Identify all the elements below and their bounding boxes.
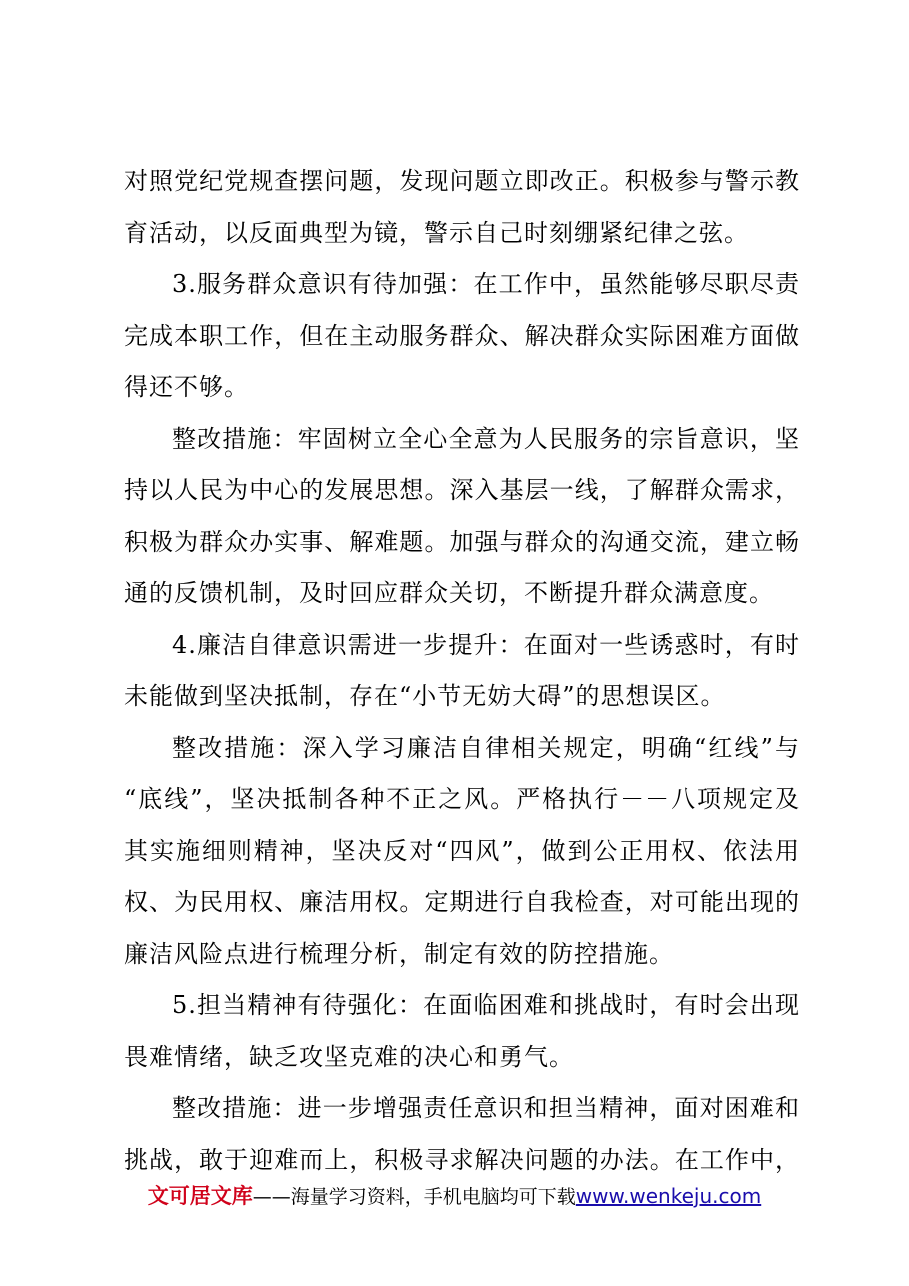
text-line: 挑战，敢于迎难而上，积极寻求解决问题的办法。在工作中， (124, 1145, 800, 1174)
text-line: 整改措施：进一步增强责任意识和担当精神，面对困难和 (172, 1094, 800, 1122)
text-line: 对照党纪党规查摆问题，发现问题立即改正。积极参与警示教 (124, 167, 800, 195)
body-text (124, 156, 800, 1186)
text-line: 其实施细则精神，坚决反对“四风”，做到公正用权、依法用 (124, 836, 800, 865)
text-line: 4.廉洁自律意识需进一步提升：在面对一些诱惑时，有时 (172, 630, 800, 659)
text-line: 整改措施：深入学习廉洁自律相关规定，明确“红线”与 (172, 733, 800, 762)
text-line: 完成本职工作，但在主动服务群众、解决群众实际困难方面做 (124, 321, 800, 350)
text-line: 育活动，以反面典型为镜，警示自己时刻绷紧纪律之弦。 (124, 218, 749, 247)
text-line: 通的反馈机制，及时回应群众关切，不断提升群众满意度。 (124, 579, 774, 607)
footer-url-link[interactable]: www.wenkeju.com (575, 1184, 762, 1208)
text-line: 积极为群众办实事、解难题。加强与群众的沟通交流，建立畅 (124, 527, 800, 556)
text-line: 得还不够。 (124, 373, 249, 401)
text-line: 畏难情绪，缺乏攻坚克难的决心和勇气。 (124, 1042, 574, 1071)
text-line: 3.服务群众意识有待加强：在工作中，虽然能够尽职尽责 (172, 270, 800, 298)
text-line: 持以人民为中心的发展思想。深入基层一线，了解群众需求， (124, 476, 800, 504)
text-line: “底线”，坚决抵制各种不正之风。严格执行－－八项规定及 (124, 785, 800, 813)
text-line: 5.担当精神有待强化：在面临困难和挑战时，有时会出现 (172, 991, 800, 1019)
footer-tagline: ——海量学习资料，手机电脑均可下载 (252, 1186, 576, 1208)
footer-brand: 文可居文库 (147, 1184, 253, 1208)
text-line: 廉洁风险点进行梳理分析，制定有效的防控措施。 (124, 939, 674, 968)
text-line: 整改措施：牢固树立全心全意为人民服务的宗旨意识，坚 (172, 424, 800, 453)
footer (0, 1180, 909, 1210)
text-line: 权、为民用权、廉洁用权。定期进行自我检查，对可能出现的 (124, 888, 800, 916)
text-line: 未能做到坚决抵制，存在“小节无妨大碍”的思想误区。 (124, 682, 726, 710)
